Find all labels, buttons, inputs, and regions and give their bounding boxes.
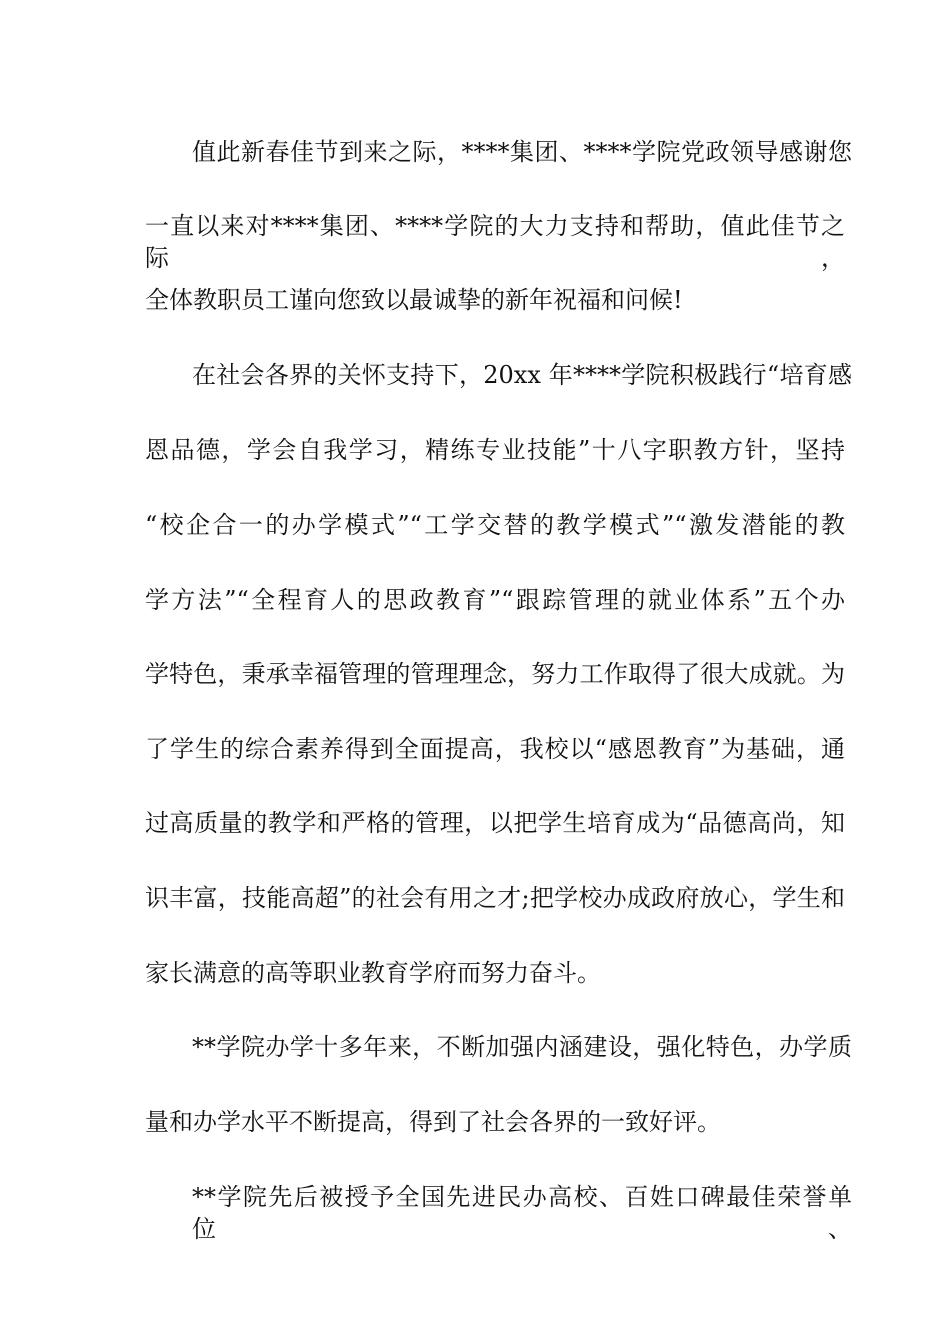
paragraph-3-line-2: 量和办学水平不断提高，得到了社会各界的一致好评。 bbox=[145, 1108, 721, 1136]
paragraph-2-line-1: 在社会各界的关怀支持下，20xx 年****学院积极践行“培育感 bbox=[192, 361, 852, 389]
paragraph-4-line-1: **学院先后被授予全国先进民办高校、百姓口碑最佳荣誉单位、 bbox=[192, 1183, 852, 1243]
paragraph-3-line-1: **学院办学十多年来，不断加强内涵建设，强化特色，办学质 bbox=[192, 1033, 852, 1061]
paragraph-2-line-9: 家长满意的高等职业教育学府而努力奋斗。 bbox=[145, 959, 601, 987]
paragraph-2-line-8: 识丰富，技能高超”的社会有用之才;把学校办成政府放心，学生和 bbox=[145, 884, 845, 912]
paragraph-2-line-7: 过高质量的教学和严格的管理，以把学生培育成为“品德高尚，知 bbox=[145, 809, 845, 837]
paragraph-1-line-3: 全体教职员工谨向您致以最诚挚的新年祝福和问候! bbox=[145, 286, 683, 314]
paragraph-2-line-3: “校企合一的办学模式”“工学交替的教学模式”“激发潜能的教 bbox=[145, 511, 845, 539]
paragraph-2-line-5: 学特色，秉承幸福管理的管理理念，努力工作取得了很大成就。为 bbox=[145, 660, 845, 688]
paragraph-2-line-6: 了学生的综合素养得到全面提高，我校以“感恩教育”为基础，通 bbox=[145, 735, 845, 763]
paragraph-1-line-1: 值此新春佳节到来之际，****集团、****学院党政领导感谢您 bbox=[192, 138, 852, 166]
paragraph-2-line-2: 恩品德，学会自我学习，精练专业技能”十八字职教方针，坚持 bbox=[145, 436, 845, 464]
paragraph-1-line-2: 一直以来对****集团、****学院的大力支持和帮助，值此佳节之际， bbox=[145, 212, 845, 272]
paragraph-2-line-4: 学方法”“全程育人的思政教育”“跟踪管理的就业体系”五个办 bbox=[145, 586, 845, 614]
